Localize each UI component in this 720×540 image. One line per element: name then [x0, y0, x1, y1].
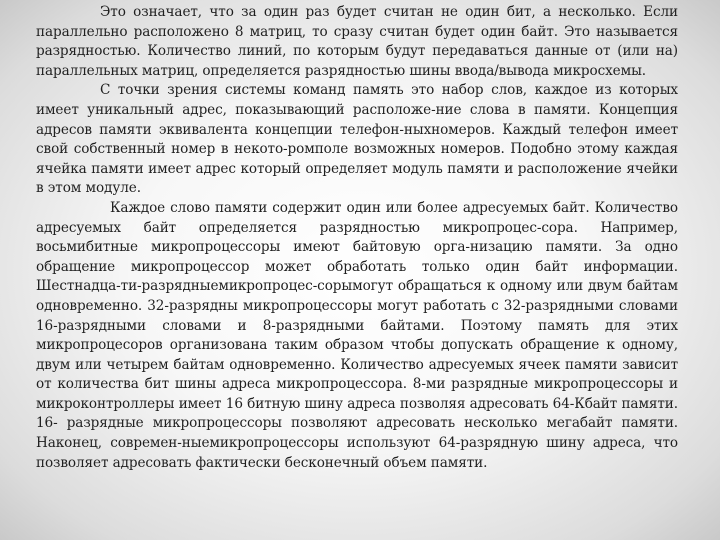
slide-text-body — [36, 3, 678, 473]
paragraph-memory-addresses: С точки зрения системы команд память это набор слов, каждое из которых имеет уникальный адрес, показывающий расположе-ние слова в памяти. Концепция адресов памяти эквивалента концепции телефон-ныхномеров. Каждый телефон имеет свой собственный номер в некото-ромполе возможных номеров. Подобно этому каждая ячейка памяти имеет адрес который определяет модуль памяти и расположение ячейки в этом модуле. — [36, 82, 678, 197]
paragraph-bit-width: Это означает, что за один раз будет считан не один бит, а несколько. Если параллельно расположено 8 матриц, то сразу считан будет один байт. Это называется разрядностью. Количество линий, по которым будут передаваться данные от (или на) параллельных матриц, определяется разрядностью шины ввода/вывода микросхемы. — [36, 4, 678, 79]
paragraph-addressable-bytes: Каждое слово памяти содержит один или более адресуемых байт. Количество адресуемых байт определяется разрядностью микропроцес-сора. Например, восьмибитные микропроцессоры имеют байтовую орга-низацию памяти. За одно обращение микропроцессор может обработать только один байт информации. Шестнадца-ти-разрядныемикропроцес-сорымогут обращаться к одному или двум байтам одновременно. 32-разрядны микропроцессоры могут работать с 32-разрядными словами 16-разрядными словами и 8-разрядными байтами. Поэтому память для этих микропроцесоров организована таким образом чтобы допускать обращение к одному, двум или четырем байтам одновременно. Количество адресуемых ячеек памяти зависит от количества бит шины адреса микропроцессора. 8-ми разрядные микропроцессоры и микроконтроллеры имеет 16 битную шину адреса позволяя адресовать 64-Кбайт памяти. 16- разрядные микропроцессоры позволяют адресовать несколько мегабайт памяти. Наконец, современ-ныемикропроцессоры используют 64-разрядную шину адреса, что позволяет адресовать фактически бесконечный объем памяти. — [36, 199, 678, 471]
